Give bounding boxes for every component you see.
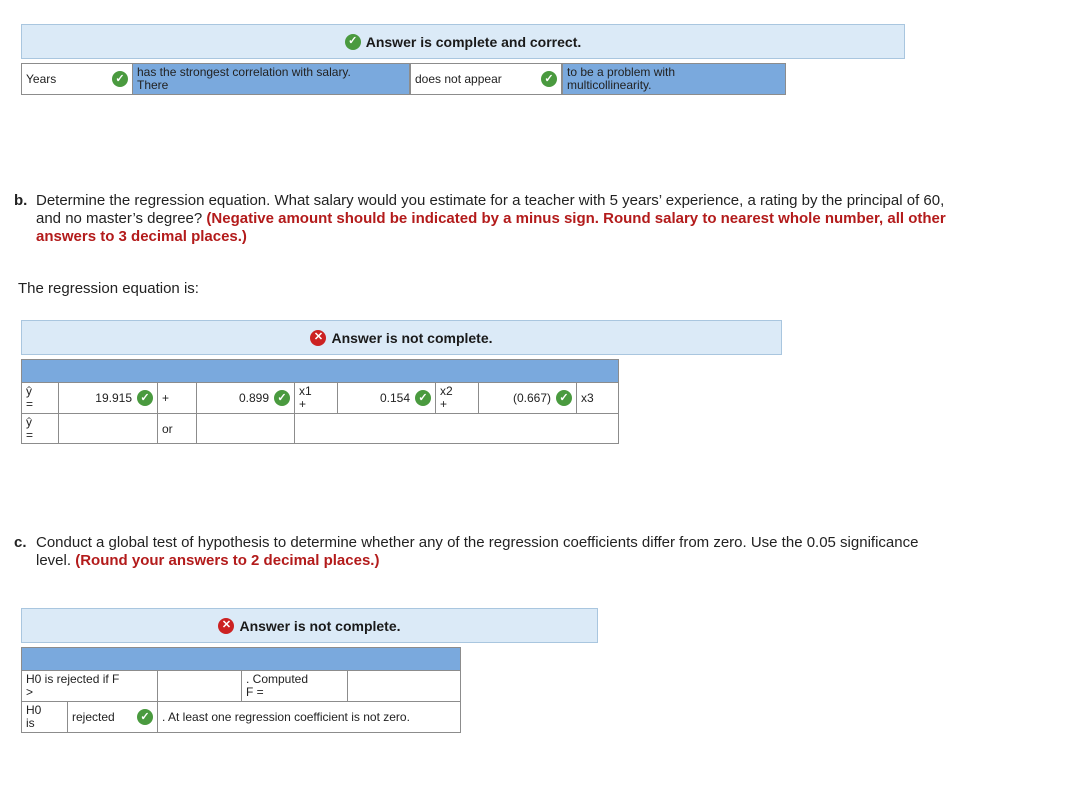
check-circle-icon: ✓ [541, 71, 557, 87]
or-cell [157, 413, 197, 444]
check-circle-icon: ✓ [137, 709, 153, 725]
x3-label: x3 [581, 391, 594, 405]
h0-rejected-if-cell [21, 670, 158, 702]
check-circle-icon: ✓ [274, 390, 290, 406]
question-b-prefix: b. [14, 192, 28, 209]
plus-symbol: + [440, 397, 448, 411]
is-label: is [26, 716, 35, 730]
x3-cell [576, 382, 619, 414]
x2-label: x2 [440, 384, 453, 398]
decision-value: rejected [72, 710, 115, 724]
equals-symbol: = [26, 427, 34, 442]
b3-input[interactable] [478, 382, 577, 414]
h0-label: H0 [26, 703, 42, 717]
strongest-correlation-cell [132, 63, 410, 95]
salary-alt-input[interactable] [196, 413, 295, 444]
plus-symbol: + [162, 391, 170, 405]
answer-complete-banner [21, 24, 905, 59]
intercept-value: 19.915 [95, 391, 132, 405]
h0-is-cell [21, 701, 68, 733]
conclusion-cell [157, 701, 461, 733]
problem-line1: to be a problem with [567, 65, 676, 79]
check-circle-icon: ✓ [345, 34, 361, 50]
b2-value: 0.154 [379, 391, 410, 405]
conclusion-text: . At least one regression coefficient is not zero. [162, 710, 410, 724]
computed-f-input[interactable] [347, 670, 461, 702]
yhat-cell [21, 413, 59, 444]
question-c-prefix: c. [14, 534, 27, 551]
computed-f-cell [241, 670, 348, 702]
check-circle-icon: ✓ [137, 390, 153, 406]
b2-input[interactable] [337, 382, 436, 414]
answer-not-complete-banner-b [21, 320, 782, 355]
question-b-text: Determine the regression equation. What salary would you estimate for a teacher with 5 years’ experience, a rating by the principal of 60, and no master’s degree? [36, 192, 945, 227]
banner-text: Answer is not complete. [331, 329, 493, 346]
x1-label: x1 [299, 384, 312, 398]
equation-table-header [21, 359, 619, 383]
gt-symbol: > [26, 685, 34, 699]
banner-text: Answer is not complete. [239, 617, 401, 634]
banner-text: Answer is complete and correct. [365, 33, 582, 50]
years-cell [21, 63, 133, 95]
or-label: or [162, 421, 173, 436]
appear-dropdown[interactable] [410, 63, 562, 95]
regression-equation-label: The regression equation is: [18, 280, 199, 297]
question-c-instruction: (Round your answers to 2 decimal places.) [75, 552, 380, 569]
computed-label: . Computed [246, 672, 309, 686]
b1-input[interactable] [196, 382, 295, 414]
b3-value: (0.667) [512, 391, 551, 405]
x1-cell [294, 382, 338, 414]
strongest-line2: There [137, 78, 169, 92]
strongest-line1: has the strongest correlation with salary. [137, 65, 351, 79]
critical-value-input[interactable] [157, 670, 242, 702]
question-c [14, 534, 954, 569]
yhat-symbol: ŷ [26, 384, 32, 398]
hypothesis-table-header [21, 647, 461, 671]
check-circle-icon: ✓ [112, 71, 128, 87]
intercept-input[interactable] [58, 382, 158, 414]
yhat-cell [21, 382, 59, 414]
question-b [14, 192, 954, 245]
check-circle-icon: ✓ [415, 390, 431, 406]
problem-line2: multicollinearity. [567, 78, 652, 92]
decision-dropdown[interactable] [67, 701, 158, 733]
years-label: Years [26, 72, 57, 86]
salary-estimate-input[interactable] [58, 413, 158, 444]
answer-not-complete-banner-c [21, 608, 598, 643]
plus-cell [157, 382, 197, 414]
appear-value: does not appear [415, 72, 502, 86]
check-circle-icon: ✓ [556, 390, 572, 406]
b1-value: 0.899 [238, 391, 269, 405]
multicollinearity-cell [562, 63, 786, 95]
equals-symbol: = [26, 397, 34, 411]
plus-symbol: + [299, 397, 307, 411]
x2-cell [435, 382, 479, 414]
x-circle-icon: ✕ [310, 330, 326, 346]
question-b-instruction: (Negative amount should be indicated by a minus sign. Round salary to nearest whole number, all other answers to 3 decimal places.) [36, 210, 946, 245]
empty-cell [294, 413, 619, 444]
x-circle-icon: ✕ [218, 618, 234, 634]
f-equals-label: F = [246, 685, 264, 699]
h0-rejected-if-label: H0 is rejected if F [26, 672, 120, 686]
yhat-symbol: ŷ [26, 414, 32, 429]
question-c-text: Conduct a global test of hypothesis to determine whether any of the regression coefficients differ from zero. Use the 0.05 significance level. [36, 534, 919, 569]
